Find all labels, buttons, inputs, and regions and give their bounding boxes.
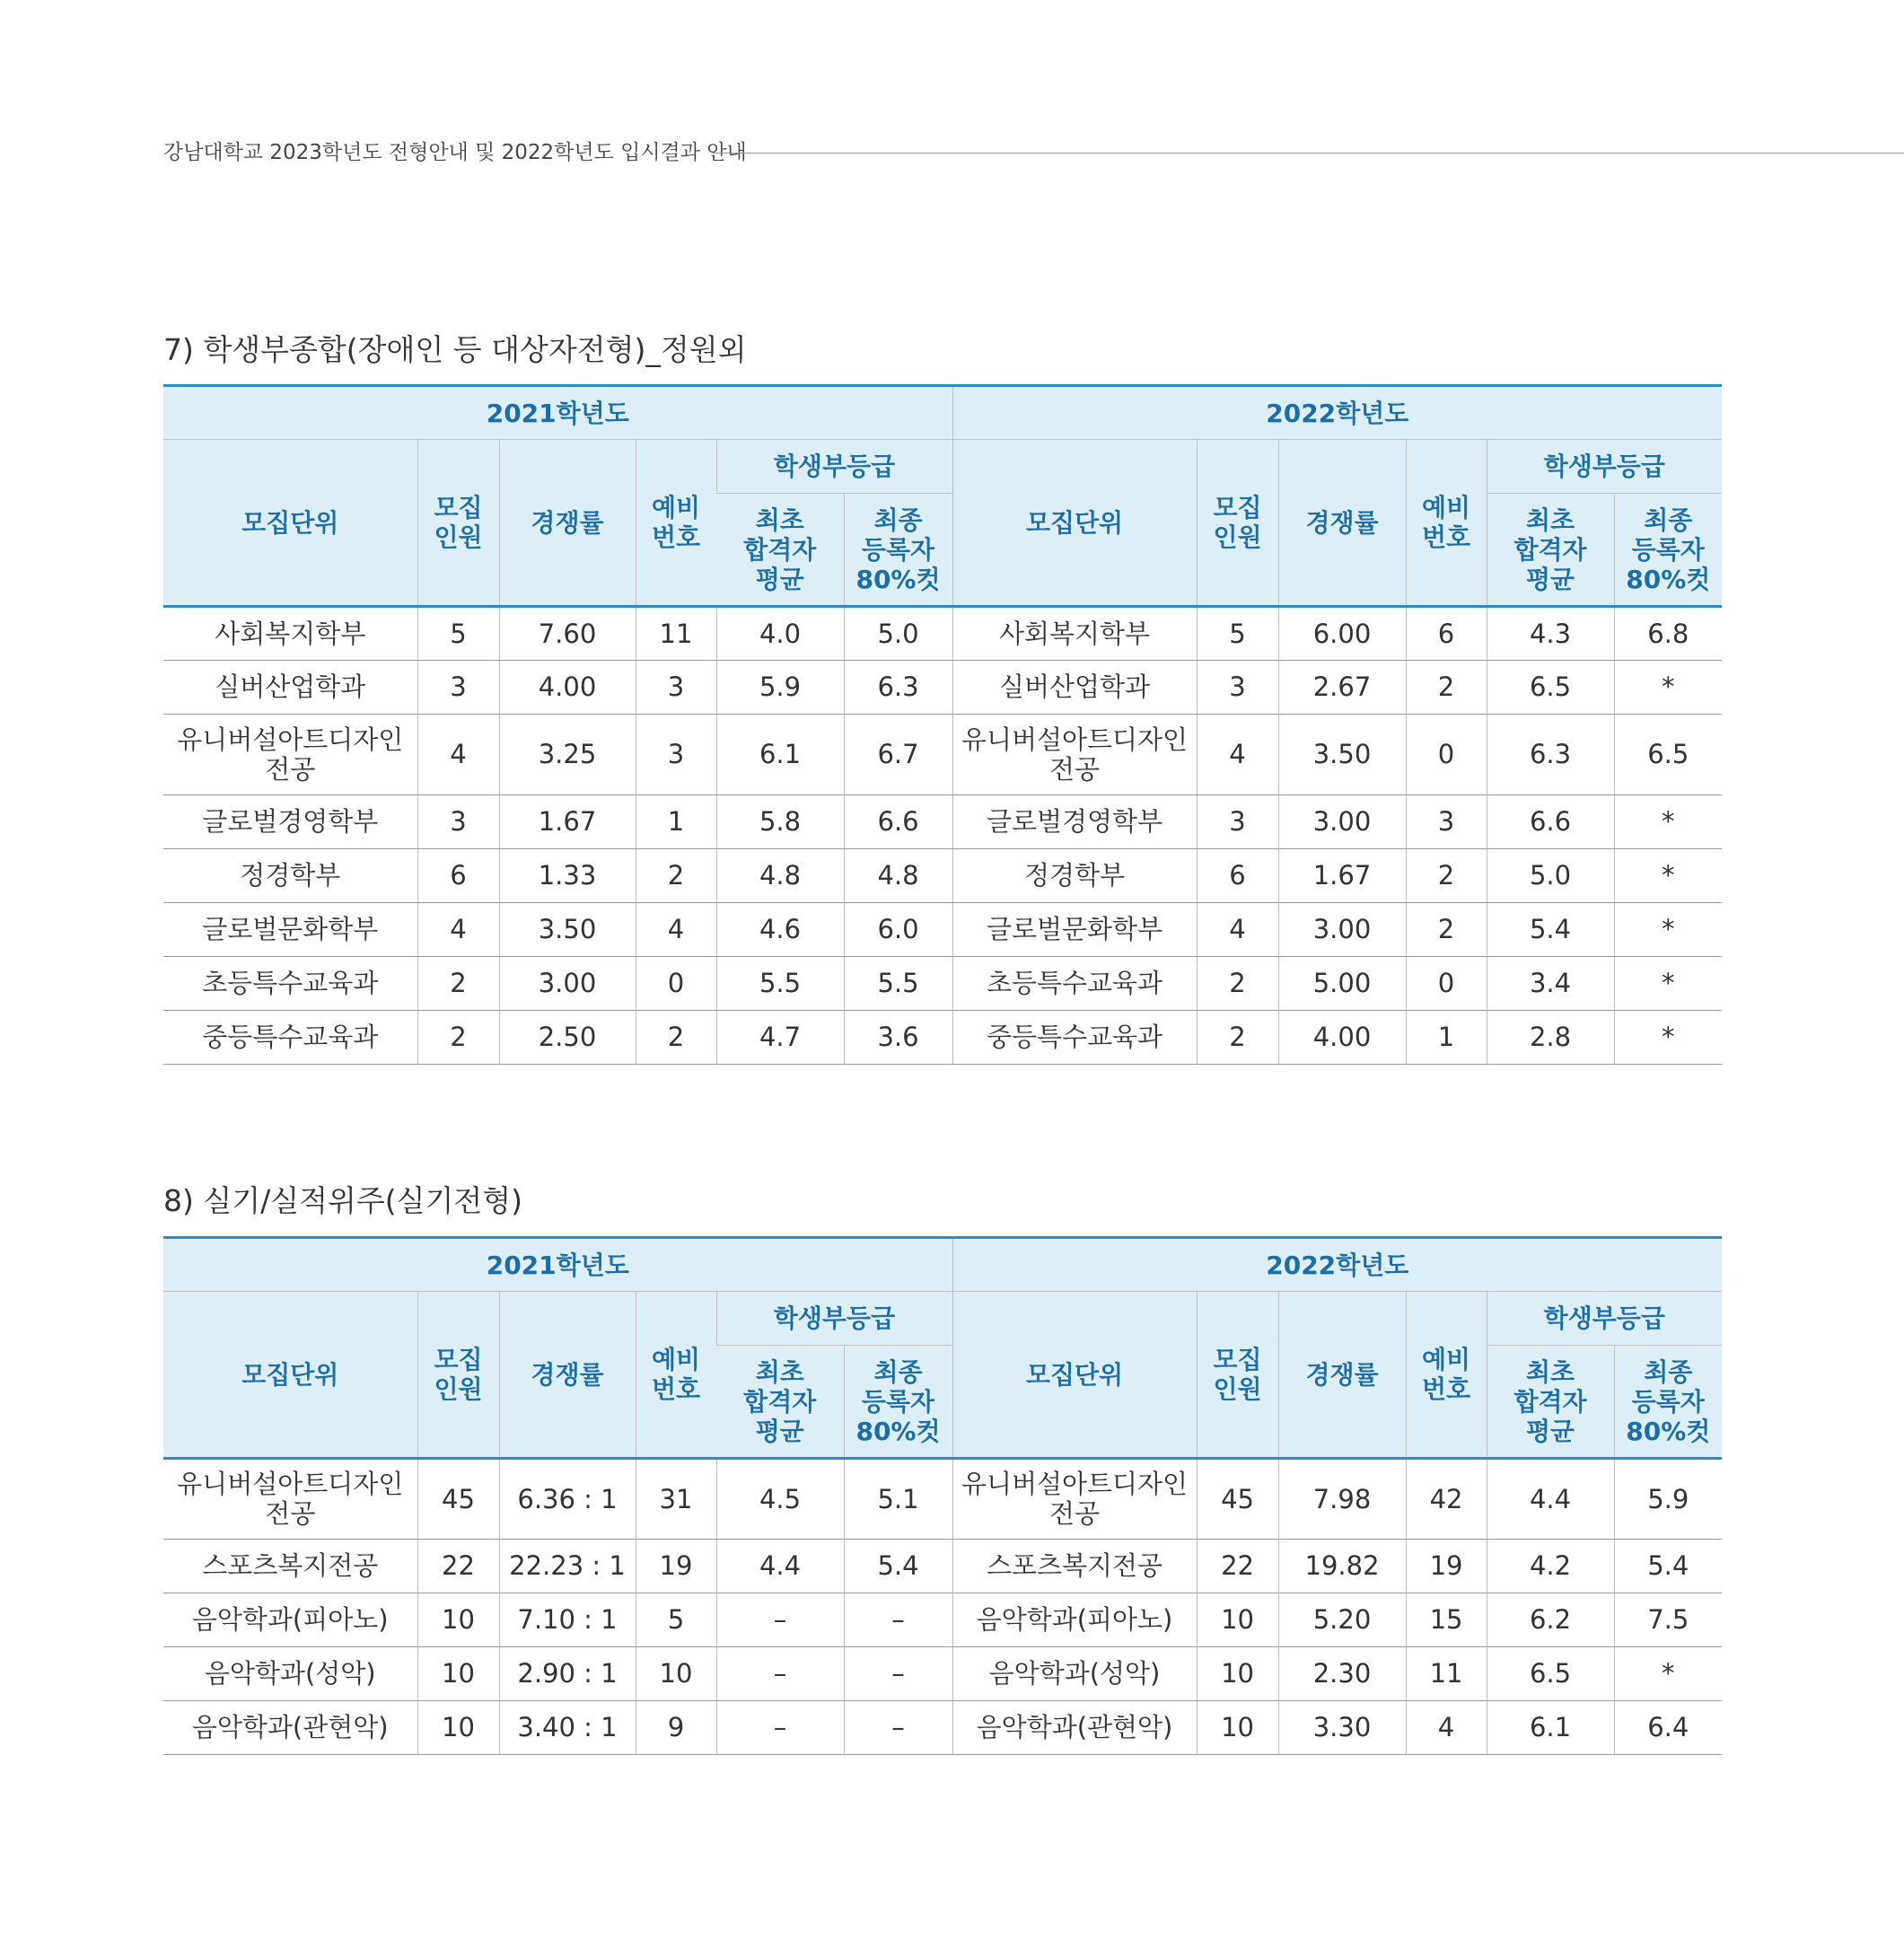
year-header-2021: 2021학년도 xyxy=(163,386,952,440)
waitlist-cell-2022: 0 xyxy=(1406,957,1487,1011)
col-header-ratio-left: 경쟁률 xyxy=(499,1292,636,1459)
waitlist-cell-2021: 10 xyxy=(636,1647,716,1701)
ratio-cell-2021: 1.67 xyxy=(499,795,636,849)
unit-cell-2021: 글로벌문화학부 xyxy=(163,903,417,957)
col-header-final-cut-left: 최종 등록자 80%컷 xyxy=(844,494,952,607)
col-header-quota-left: 모집 인원 xyxy=(417,1292,499,1459)
ratio-cell-2022: 2.30 xyxy=(1278,1647,1406,1701)
first-avg-cell-2022: 6.6 xyxy=(1487,795,1614,849)
quota-cell-2021: 4 xyxy=(417,903,499,957)
unit-cell-2021: 초등특수교육과 xyxy=(163,957,417,1011)
ratio-cell-2022: 6.00 xyxy=(1278,607,1406,661)
col-header-unit-right: 모집단위 xyxy=(952,440,1197,607)
ratio-cell-2022: 1.67 xyxy=(1278,849,1406,903)
unit-cell-2022: 음악학과(관현악) xyxy=(952,1701,1197,1755)
table-row xyxy=(163,661,1722,715)
first-avg-cell-2022: 6.5 xyxy=(1487,1647,1614,1701)
first-avg-cell-2021: 4.8 xyxy=(716,849,844,903)
table-row xyxy=(163,1011,1722,1065)
quota-cell-2022: 2 xyxy=(1197,957,1278,1011)
final-cut-cell-2022: 6.4 xyxy=(1614,1701,1722,1755)
ratio-cell-2021: 7.10 : 1 xyxy=(499,1593,636,1647)
waitlist-cell-2021: 0 xyxy=(636,957,716,1011)
section-8-table xyxy=(163,1236,1722,1755)
waitlist-cell-2022: 2 xyxy=(1406,903,1487,957)
quota-cell-2022: 10 xyxy=(1197,1701,1278,1755)
waitlist-cell-2021: 5 xyxy=(636,1593,716,1647)
ratio-cell-2021: 7.60 xyxy=(499,607,636,661)
table-row xyxy=(163,607,1722,661)
col-header-waitlist-right: 예비 번호 xyxy=(1406,1292,1487,1459)
col-header-first-avg-left: 최초 합격자 평균 xyxy=(716,494,844,607)
ratio-cell-2022: 3.00 xyxy=(1278,903,1406,957)
ratio-cell-2021: 6.36 : 1 xyxy=(499,1459,636,1540)
waitlist-cell-2022: 6 xyxy=(1406,607,1487,661)
waitlist-cell-2022: 19 xyxy=(1406,1540,1487,1593)
waitlist-cell-2022: 2 xyxy=(1406,661,1487,715)
col-header-ratio-right: 경쟁률 xyxy=(1278,1292,1406,1459)
final-cut-cell-2021: 6.7 xyxy=(844,715,952,795)
first-avg-cell-2022: 6.1 xyxy=(1487,1701,1614,1755)
ratio-cell-2021: 3.50 xyxy=(499,903,636,957)
col-header-ratio-left: 경쟁률 xyxy=(499,440,636,607)
first-avg-cell-2021: – xyxy=(716,1593,844,1647)
unit-cell-2022: 실버산업학과 xyxy=(952,661,1197,715)
unit-cell-2021: 음악학과(관현악) xyxy=(163,1701,417,1755)
unit-cell-2021: 음악학과(성악) xyxy=(163,1647,417,1701)
table-row xyxy=(163,1459,1722,1540)
waitlist-cell-2022: 15 xyxy=(1406,1593,1487,1647)
quota-cell-2021: 4 xyxy=(417,715,499,795)
table-row xyxy=(163,1593,1722,1647)
quota-cell-2021: 3 xyxy=(417,661,499,715)
unit-cell-2021: 글로벌경영학부 xyxy=(163,795,417,849)
quota-cell-2021: 22 xyxy=(417,1540,499,1593)
final-cut-cell-2021: 6.6 xyxy=(844,795,952,849)
ratio-cell-2021: 3.40 : 1 xyxy=(499,1701,636,1755)
table-row xyxy=(163,1540,1722,1593)
ratio-cell-2021: 2.90 : 1 xyxy=(499,1647,636,1701)
table-row xyxy=(163,715,1722,795)
unit-cell-2022: 글로벌경영학부 xyxy=(952,795,1197,849)
final-cut-cell-2022: 7.5 xyxy=(1614,1593,1722,1647)
waitlist-cell-2021: 4 xyxy=(636,903,716,957)
unit-cell-2021: 유니버설아트디자인 전공 xyxy=(163,715,417,795)
final-cut-cell-2022: * xyxy=(1614,795,1722,849)
final-cut-cell-2022: 6.8 xyxy=(1614,607,1722,661)
first-avg-cell-2021: – xyxy=(716,1647,844,1701)
quota-cell-2022: 6 xyxy=(1197,849,1278,903)
unit-cell-2022: 글로벌문화학부 xyxy=(952,903,1197,957)
section-7-title: 7) 학생부종합(장애인 등 대상자전형)_정원외 xyxy=(163,332,747,367)
col-header-final-cut-right: 최종 등록자 80%컷 xyxy=(1614,494,1722,607)
waitlist-cell-2021: 2 xyxy=(636,1011,716,1065)
ratio-cell-2022: 5.00 xyxy=(1278,957,1406,1011)
unit-cell-2021: 음악학과(피아노) xyxy=(163,1593,417,1647)
unit-cell-2022: 중등특수교육과 xyxy=(952,1011,1197,1065)
quota-cell-2022: 2 xyxy=(1197,1011,1278,1065)
col-header-quota-left: 모집 인원 xyxy=(417,440,499,607)
col-header-waitlist-left: 예비 번호 xyxy=(636,440,716,607)
final-cut-cell-2021: 6.3 xyxy=(844,661,952,715)
quota-cell-2022: 10 xyxy=(1197,1593,1278,1647)
unit-cell-2022: 음악학과(성악) xyxy=(952,1647,1197,1701)
first-avg-cell-2022: 6.5 xyxy=(1487,661,1614,715)
quota-cell-2021: 2 xyxy=(417,1011,499,1065)
final-cut-cell-2021: 5.5 xyxy=(844,957,952,1011)
quota-cell-2021: 10 xyxy=(417,1593,499,1647)
col-header-grade-group-right: 학생부등급 xyxy=(1487,440,1722,494)
year-header-2022: 2022학년도 xyxy=(952,386,1722,440)
col-header-unit-right: 모집단위 xyxy=(952,1292,1197,1459)
first-avg-cell-2022: 3.4 xyxy=(1487,957,1614,1011)
col-header-unit-left: 모집단위 xyxy=(163,440,417,607)
quota-cell-2022: 4 xyxy=(1197,715,1278,795)
quota-cell-2022: 4 xyxy=(1197,903,1278,957)
section-8-title: 8) 실기/실적위주(실기전형) xyxy=(163,1183,523,1218)
quota-cell-2022: 5 xyxy=(1197,607,1278,661)
waitlist-cell-2021: 2 xyxy=(636,849,716,903)
final-cut-cell-2021: 5.4 xyxy=(844,1540,952,1593)
final-cut-cell-2022: 5.9 xyxy=(1614,1459,1722,1540)
section-7-table xyxy=(163,384,1722,1065)
ratio-cell-2022: 4.00 xyxy=(1278,1011,1406,1065)
ratio-cell-2022: 7.98 xyxy=(1278,1459,1406,1540)
quota-cell-2021: 5 xyxy=(417,607,499,661)
col-header-quota-right: 모집 인원 xyxy=(1197,440,1278,607)
unit-cell-2021: 사회복지학부 xyxy=(163,607,417,661)
waitlist-cell-2022: 3 xyxy=(1406,795,1487,849)
col-header-final-cut-right: 최종 등록자 80%컷 xyxy=(1614,1346,1722,1459)
quota-cell-2022: 45 xyxy=(1197,1459,1278,1540)
unit-cell-2022: 유니버설아트디자인 전공 xyxy=(952,715,1197,795)
final-cut-cell-2021: 6.0 xyxy=(844,903,952,957)
first-avg-cell-2021: 4.6 xyxy=(716,903,844,957)
year-header-2022: 2022학년도 xyxy=(952,1238,1722,1292)
final-cut-cell-2021: 3.6 xyxy=(844,1011,952,1065)
unit-cell-2021: 중등특수교육과 xyxy=(163,1011,417,1065)
waitlist-cell-2021: 11 xyxy=(636,607,716,661)
quota-cell-2021: 6 xyxy=(417,849,499,903)
col-header-unit-left: 모집단위 xyxy=(163,1292,417,1459)
page-header xyxy=(163,135,1904,171)
final-cut-cell-2022: 5.4 xyxy=(1614,1540,1722,1593)
header-divider xyxy=(713,153,1904,154)
first-avg-cell-2022: 5.0 xyxy=(1487,849,1614,903)
ratio-cell-2022: 2.67 xyxy=(1278,661,1406,715)
table-row xyxy=(163,903,1722,957)
final-cut-cell-2022: * xyxy=(1614,661,1722,715)
unit-cell-2021: 유니버설아트디자인 전공 xyxy=(163,1459,417,1540)
first-avg-cell-2021: 4.5 xyxy=(716,1459,844,1540)
ratio-cell-2022: 3.50 xyxy=(1278,715,1406,795)
ratio-cell-2021: 4.00 xyxy=(499,661,636,715)
unit-cell-2022: 초등특수교육과 xyxy=(952,957,1197,1011)
col-header-first-avg-left: 최초 합격자 평균 xyxy=(716,1346,844,1459)
col-header-quota-right: 모집 인원 xyxy=(1197,1292,1278,1459)
ratio-cell-2021: 2.50 xyxy=(499,1011,636,1065)
first-avg-cell-2021: 4.0 xyxy=(716,607,844,661)
ratio-cell-2021: 3.25 xyxy=(499,715,636,795)
first-avg-cell-2021: 4.7 xyxy=(716,1011,844,1065)
first-avg-cell-2022: 2.8 xyxy=(1487,1011,1614,1065)
final-cut-cell-2021: 5.0 xyxy=(844,607,952,661)
unit-cell-2022: 스포츠복지전공 xyxy=(952,1540,1197,1593)
col-header-waitlist-left: 예비 번호 xyxy=(636,1292,716,1459)
final-cut-cell-2021: 4.8 xyxy=(844,849,952,903)
first-avg-cell-2022: 6.2 xyxy=(1487,1593,1614,1647)
year-header-2021: 2021학년도 xyxy=(163,1238,952,1292)
first-avg-cell-2021: 5.8 xyxy=(716,795,844,849)
unit-cell-2022: 유니버설아트디자인 전공 xyxy=(952,1459,1197,1540)
table-row xyxy=(163,795,1722,849)
quota-cell-2021: 2 xyxy=(417,957,499,1011)
final-cut-cell-2021: – xyxy=(844,1593,952,1647)
waitlist-cell-2021: 1 xyxy=(636,795,716,849)
ratio-cell-2021: 3.00 xyxy=(499,957,636,1011)
first-avg-cell-2022: 5.4 xyxy=(1487,903,1614,957)
quota-cell-2021: 10 xyxy=(417,1647,499,1701)
col-header-final-cut-left: 최종 등록자 80%컷 xyxy=(844,1346,952,1459)
waitlist-cell-2022: 1 xyxy=(1406,1011,1487,1065)
col-header-first-avg-right: 최초 합격자 평균 xyxy=(1487,494,1614,607)
waitlist-cell-2022: 0 xyxy=(1406,715,1487,795)
first-avg-cell-2022: 4.2 xyxy=(1487,1540,1614,1593)
col-header-first-avg-right: 최초 합격자 평균 xyxy=(1487,1346,1614,1459)
col-header-waitlist-right: 예비 번호 xyxy=(1406,440,1487,607)
col-header-grade-group-left: 학생부등급 xyxy=(716,440,952,494)
waitlist-cell-2021: 9 xyxy=(636,1701,716,1755)
first-avg-cell-2022: 4.3 xyxy=(1487,607,1614,661)
quota-cell-2021: 3 xyxy=(417,795,499,849)
waitlist-cell-2021: 19 xyxy=(636,1540,716,1593)
unit-cell-2021: 스포츠복지전공 xyxy=(163,1540,417,1593)
final-cut-cell-2022: 6.5 xyxy=(1614,715,1722,795)
col-header-grade-group-right: 학생부등급 xyxy=(1487,1292,1722,1346)
table-row xyxy=(163,1647,1722,1701)
first-avg-cell-2021: 4.4 xyxy=(716,1540,844,1593)
waitlist-cell-2022: 42 xyxy=(1406,1459,1487,1540)
final-cut-cell-2021: 5.1 xyxy=(844,1459,952,1540)
quota-cell-2022: 22 xyxy=(1197,1540,1278,1593)
final-cut-cell-2021: – xyxy=(844,1647,952,1701)
quota-cell-2022: 10 xyxy=(1197,1647,1278,1701)
ratio-cell-2022: 19.82 xyxy=(1278,1540,1406,1593)
waitlist-cell-2022: 2 xyxy=(1406,849,1487,903)
col-header-grade-group-left: 학생부등급 xyxy=(716,1292,952,1346)
unit-cell-2022: 정경학부 xyxy=(952,849,1197,903)
unit-cell-2022: 음악학과(피아노) xyxy=(952,1593,1197,1647)
first-avg-cell-2022: 4.4 xyxy=(1487,1459,1614,1540)
quota-cell-2022: 3 xyxy=(1197,795,1278,849)
first-avg-cell-2022: 6.3 xyxy=(1487,715,1614,795)
first-avg-cell-2021: – xyxy=(716,1701,844,1755)
unit-cell-2021: 정경학부 xyxy=(163,849,417,903)
table-row xyxy=(163,957,1722,1011)
quota-cell-2022: 3 xyxy=(1197,661,1278,715)
waitlist-cell-2022: 11 xyxy=(1406,1647,1487,1701)
document-title: 강남대학교 2023학년도 전형안내 및 2022학년도 입시결과 안내 xyxy=(163,141,747,164)
waitlist-cell-2021: 3 xyxy=(636,661,716,715)
final-cut-cell-2021: – xyxy=(844,1701,952,1755)
ratio-cell-2022: 3.00 xyxy=(1278,795,1406,849)
quota-cell-2021: 10 xyxy=(417,1701,499,1755)
final-cut-cell-2022: * xyxy=(1614,1011,1722,1065)
ratio-cell-2022: 5.20 xyxy=(1278,1593,1406,1647)
waitlist-cell-2021: 31 xyxy=(636,1459,716,1540)
unit-cell-2022: 사회복지학부 xyxy=(952,607,1197,661)
first-avg-cell-2021: 5.5 xyxy=(716,957,844,1011)
final-cut-cell-2022: * xyxy=(1614,849,1722,903)
final-cut-cell-2022: * xyxy=(1614,1647,1722,1701)
table-row xyxy=(163,1701,1722,1755)
col-header-ratio-right: 경쟁률 xyxy=(1278,440,1406,607)
final-cut-cell-2022: * xyxy=(1614,903,1722,957)
first-avg-cell-2021: 6.1 xyxy=(716,715,844,795)
waitlist-cell-2021: 3 xyxy=(636,715,716,795)
quota-cell-2021: 45 xyxy=(417,1459,499,1540)
waitlist-cell-2022: 4 xyxy=(1406,1701,1487,1755)
final-cut-cell-2022: * xyxy=(1614,957,1722,1011)
ratio-cell-2021: 22.23 : 1 xyxy=(499,1540,636,1593)
table-row xyxy=(163,849,1722,903)
ratio-cell-2022: 3.30 xyxy=(1278,1701,1406,1755)
unit-cell-2021: 실버산업학과 xyxy=(163,661,417,715)
first-avg-cell-2021: 5.9 xyxy=(716,661,844,715)
ratio-cell-2021: 1.33 xyxy=(499,849,636,903)
